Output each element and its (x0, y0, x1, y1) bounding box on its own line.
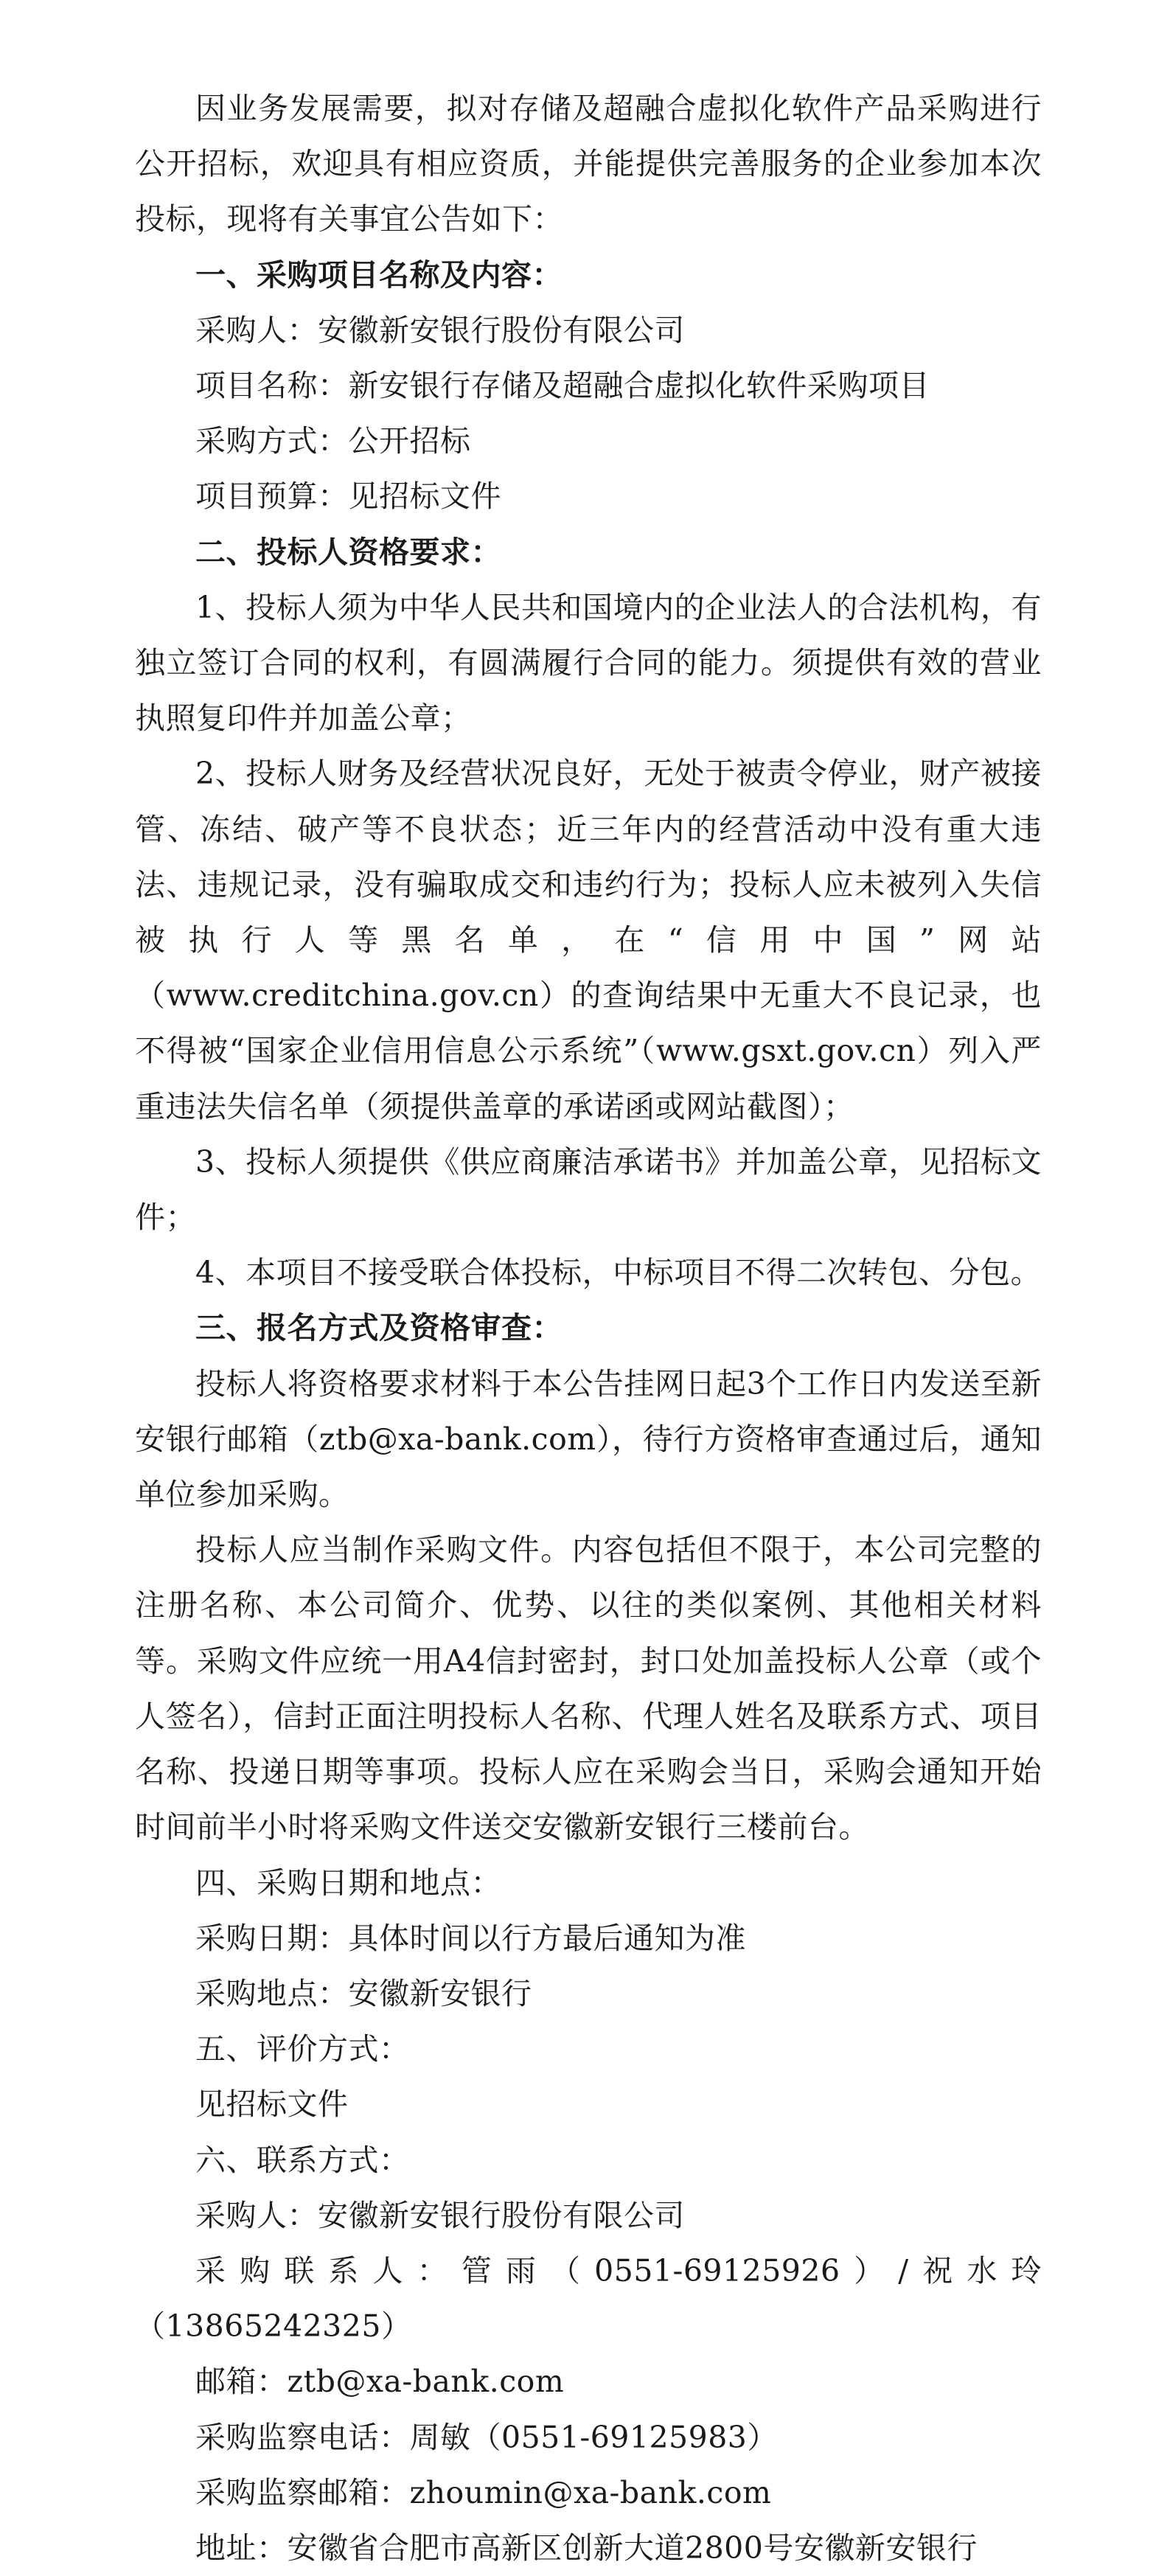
section-heading-evaluation: 五、评价方式： (195, 2031, 410, 2067)
procurement-date-line: 采购日期：具体时间以行方最后通知为准 (195, 1920, 746, 1956)
qualification-item-3: 3、投标人须提供《供应商廉洁承诺书》并加盖公章，见招标文件； (135, 1143, 1042, 1236)
project-budget-line: 项目预算：见招标文件 (195, 478, 501, 515)
supervision-phone-line: 采购监察电话：周敏（0551-69125983） (195, 2419, 778, 2455)
announcement-body (135, 81, 1042, 2576)
evaluation-content-line: 见招标文件 (195, 2086, 349, 2123)
purchaser-line: 采购人：安徽新安银行股份有限公司 (195, 312, 685, 348)
registration-paragraph-2: 投标人应当制作采购文件。内容包括但不限于，本公司完整的注册名称、本公司简介、优势、以往的类似案例、其他相关材料等。采购文件应统一用A4信封密封，封口处加盖投标人公章（或个人签名），信封正面注明投标人名称、代理人姓名及联系方式、项目名称、投递日期等事项。投标人应在采购会当日，采购会通知开始时间前半小时将采购文件送交安徽新安银行三楼前台。 (135, 1532, 1042, 1845)
contact-purchaser-line: 采购人：安徽新安银行股份有限公司 (195, 2197, 685, 2233)
registration-paragraph-1: 投标人将资格要求材料于本公告挂网日起3个工作日内发送至新安银行邮箱（ztb@xa-bank.com），待行方资格审查通过后，通知单位参加采购。 (135, 1365, 1042, 1513)
section-heading-qualification: 二、投标人资格要求： (195, 534, 501, 570)
supervision-email-line: 采购监察邮箱：zhoumin@xa-bank.com (195, 2474, 772, 2510)
section-heading-project: 一、采购项目名称及内容： (195, 257, 563, 293)
qualification-item-4: 4、本项目不接受联合体投标，中标项目不得二次转包、分包。 (195, 1255, 1042, 1291)
intro-paragraph: 因业务发展需要，拟对存储及超融合虚拟化软件产品采购进行公开招标，欢迎具有相应资质，并能提供完善服务的企业参加本次投标，现将有关事宜公告如下： (135, 91, 1042, 237)
contact-email-line: 邮箱：ztb@xa-bank.com (195, 2364, 565, 2400)
procurement-place-line: 采购地点：安徽新安银行 (195, 1975, 532, 2011)
contact-persons-line: 采购联系人：管雨（0551-69125926）/祝水玲（13865242325） (135, 2252, 1042, 2344)
section-heading-contact: 六、联系方式： (195, 2142, 410, 2178)
section-heading-date-place: 四、采购日期和地点： (195, 1865, 501, 1901)
section-heading-registration: 三、报名方式及资格审查： (195, 1310, 563, 1346)
project-name-line: 项目名称：新安银行存储及超融合虚拟化软件采购项目 (195, 368, 930, 404)
qualification-item-2: 2、投标人财务及经营状况良好，无处于被责令停业，财产被接管、冻结、破产等不良状态；近三年内的经营活动中没有重大违法、违规记录，没有骗取成交和违约行为；投标人应未被列入失信被执行人等黑名单，在“信用中国”网站（www.creditchina.gov.cn）的查询结果中无重大不良记录，也不得被“国家企业信用信息公示系统”（www.gsxt.gov.cn）列入严重违法失信名单（须提供盖章的承诺函或网站截图）； (135, 756, 1042, 1124)
procurement-method-line: 采购方式：公开招标 (195, 423, 471, 459)
address-line: 地址：安徽省合肥市高新区创新大道2800号安徽新安银行 (195, 2530, 978, 2566)
qualification-item-1: 1、投标人须为中华人民共和国境内的企业法人的合法机构，有独立签订合同的权利，有圆满履行合同的能力。须提供有效的营业执照复印件并加盖公章； (135, 589, 1042, 737)
